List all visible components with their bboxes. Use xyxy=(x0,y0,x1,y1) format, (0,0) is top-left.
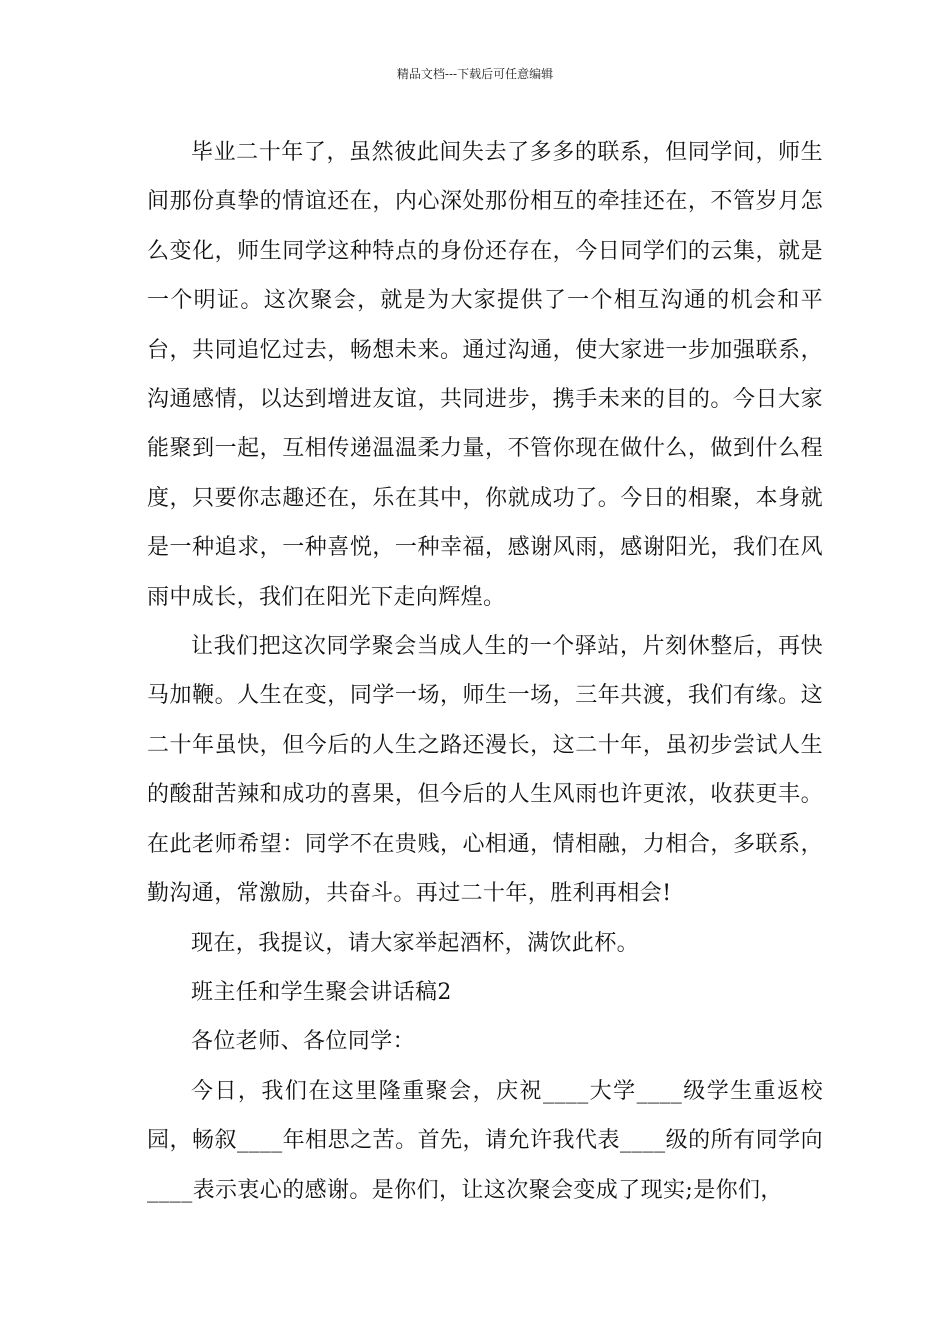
document-body xyxy=(147,128,823,1215)
page-header: 精品文档---下载后可任意编辑 xyxy=(396,67,554,81)
section-title: 班主任和学生聚会讲话稿2 xyxy=(191,979,452,1005)
paragraph-1: 毕业二十年了，虽然彼此间失去了多多的联系，但同学间，师生间那份真挚的情谊还在，内心深处那份相互的牵挂还在，不管岁月怎么变化，师生同学这种特点的身份还存在，今日同学们的云集，就是一个明证。这次聚会，就是为大家提供了一个相互沟通的机会和平台，共同追忆过去，畅想未来。通过沟通，使大家进一步加强联系，沟通感情，以达到增进友谊，共同进步，携手未来的目的。今日大家能聚到一起，互相传递温温柔力量，不管你现在做什么，做到什么程度，只要你志趣还在，乐在其中，你就成功了。今日的相聚，本身就是一种追求，一种喜悦，一种幸福，感谢风雨，感谢阳光，我们在风雨中成长，我们在阳光下走向辉煌。 xyxy=(147,140,823,610)
paragraph-2: 让我们把这次同学聚会当成人生的一个驿站，片刻休整后，再快马加鞭。人生在变，同学一场，师生一场，三年共渡，我们有缘。这二十年虽快，但今后的人生之路还漫长，这二十年，虽初步尝试人生的酸甜苦辣和成功的喜果，但今后的人生风雨也许更浓，收获更丰。在此老师希望：同学不在贵贱，心相通，情相融，力相合，多联系，勤沟通，常激励，共奋斗。再过二十年，胜利再相会! xyxy=(147,634,823,907)
salutation: 各位老师、各位同学： xyxy=(191,1029,416,1055)
paragraph-4: 今日，我们在这里隆重聚会，庆祝____大学____级学生重返校园，畅叙____年相思之苦。首先，请允许我代表____级的所有同学向____表示衷心的感谢。是你们，让这次聚会变成了现实;是你们， xyxy=(147,1078,823,1203)
paragraph-3: 现在，我提议，请大家举起酒杯，满饮此杯。 xyxy=(191,930,640,956)
